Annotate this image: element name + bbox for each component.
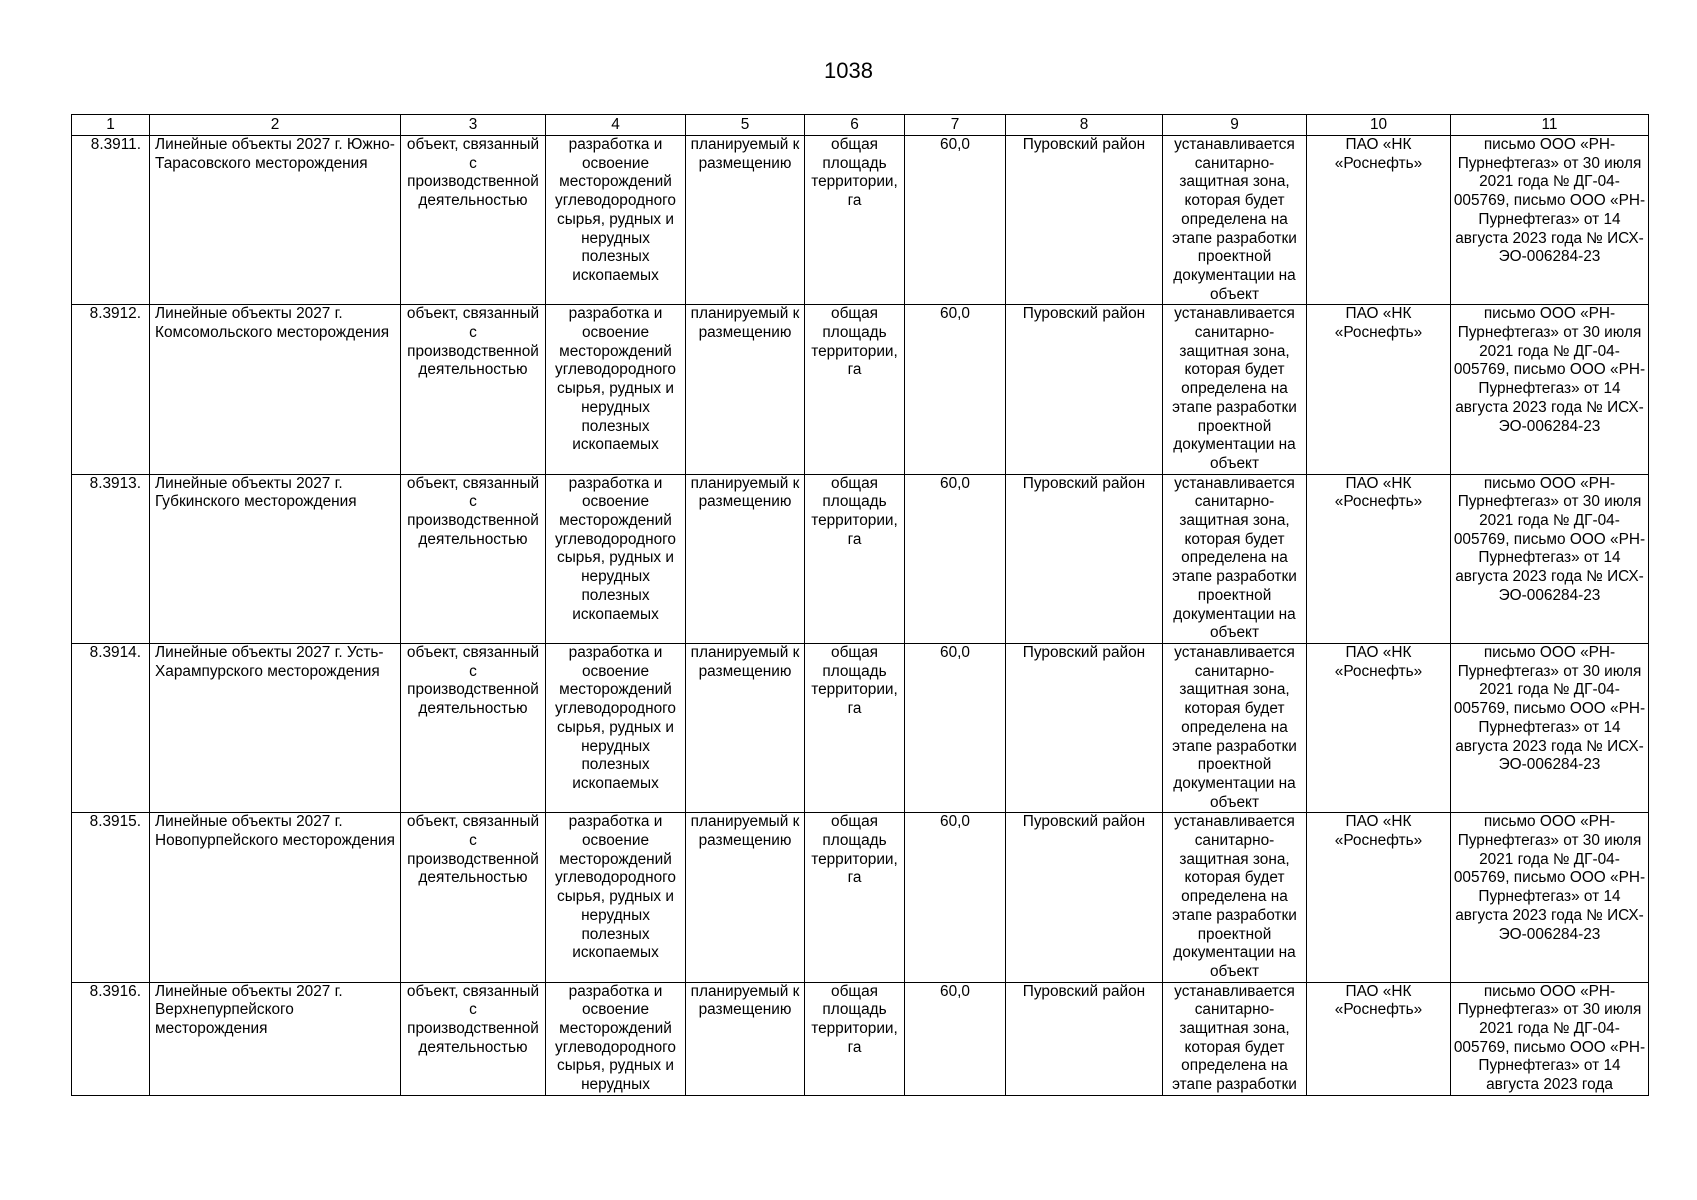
object-parameter: общая площадь территории, га (805, 982, 905, 1095)
column-header: 10 (1307, 115, 1451, 136)
source-document: письмо ООО «РН-Пурнефтегаз» от 30 июля 2021 года № ДГ-04-005769, письмо ООО «РН-Пурнефтегаз» от 14 августа 2023 года № ИСХ-ЭО-006284-23 (1451, 305, 1649, 474)
object-parameter: общая площадь территории, га (805, 136, 905, 305)
protection-zone: устанавливается санитарно-защитная зона, которая будет определена на этапе разработки проектной документации на объект (1163, 474, 1307, 643)
object-location: Пуровский район (1006, 136, 1163, 305)
object-parameter: общая площадь территории, га (805, 305, 905, 474)
object-status: планируемый к размещению (686, 136, 805, 305)
table-header (72, 115, 1649, 136)
source-document: письмо ООО «РН-Пурнефтегаз» от 30 июля 2021 года № ДГ-04-005769, письмо ООО «РН-Пурнефтегаз» от 14 августа 2023 года № ИСХ-ЭО-006284-23 (1451, 813, 1649, 982)
protection-zone: устанавливается санитарно-защитная зона, которая будет определена на этапе разработки проектной документации на объект (1163, 136, 1307, 305)
column-header: 7 (905, 115, 1006, 136)
object-owner: ПАО «НК «Роснефть» (1307, 305, 1451, 474)
object-owner: ПАО «НК «Роснефть» (1307, 813, 1451, 982)
object-value: 60,0 (905, 474, 1006, 643)
object-purpose: разработка и освоение месторождений углеводородного сырья, рудных и нерудных полезных ископаемых (546, 136, 686, 305)
object-owner: ПАО «НК «Роснефть» (1307, 982, 1451, 1095)
object-parameter: общая площадь территории, га (805, 643, 905, 812)
protection-zone: устанавливается санитарно-защитная зона, которая будет определена на этапе разработки проектной документации на объект (1163, 813, 1307, 982)
object-name: Линейные объекты 2027 г. Южно-Тарасовского месторождения (150, 136, 401, 305)
column-header: 4 (546, 115, 686, 136)
object-owner: ПАО «НК «Роснефть» (1307, 643, 1451, 812)
row-number: 8.3916. (72, 982, 150, 1095)
object-purpose: разработка и освоение месторождений углеводородного сырья, рудных и нерудных полезных ископаемых (546, 813, 686, 982)
column-header: 11 (1451, 115, 1649, 136)
column-header: 6 (805, 115, 905, 136)
table-row (72, 813, 1649, 982)
object-value: 60,0 (905, 305, 1006, 474)
object-owner: ПАО «НК «Роснефть» (1307, 474, 1451, 643)
object-purpose: разработка и освоение месторождений углеводородного сырья, рудных и нерудных полезных ископаемых (546, 474, 686, 643)
object-purpose: разработка и освоение месторождений углеводородного сырья, рудных и нерудных (546, 982, 686, 1095)
protection-zone: устанавливается санитарно-защитная зона, которая будет определена на этапе разработки проектной документации на объект (1163, 305, 1307, 474)
column-header: 5 (686, 115, 805, 136)
table-row (72, 136, 1649, 305)
table-row (72, 305, 1649, 474)
object-type: объект, связанный с производственной деятельностью (401, 643, 546, 812)
object-parameter: общая площадь территории, га (805, 474, 905, 643)
source-document: письмо ООО «РН-Пурнефтегаз» от 30 июля 2021 года № ДГ-04-005769, письмо ООО «РН-Пурнефтегаз» от 14 августа 2023 года № ИСХ-ЭО-006284-23 (1451, 643, 1649, 812)
object-type: объект, связанный с производственной деятельностью (401, 305, 546, 474)
object-name: Линейные объекты 2027 г. Комсомольского месторождения (150, 305, 401, 474)
row-number: 8.3914. (72, 643, 150, 812)
column-header: 1 (72, 115, 150, 136)
object-name: Линейные объекты 2027 г. Усть-Харампурского месторождения (150, 643, 401, 812)
object-value: 60,0 (905, 643, 1006, 812)
object-location: Пуровский район (1006, 474, 1163, 643)
page-number: 1038 (824, 58, 873, 83)
object-type: объект, связанный с производственной деятельностью (401, 136, 546, 305)
object-status: планируемый к размещению (686, 305, 805, 474)
column-header: 2 (150, 115, 401, 136)
object-value: 60,0 (905, 982, 1006, 1095)
header-row (72, 115, 1649, 136)
object-location: Пуровский район (1006, 813, 1163, 982)
protection-zone: устанавливается санитарно-защитная зона, которая будет определена на этапе разработки проектной документации на объект (1163, 643, 1307, 812)
row-number: 8.3913. (72, 474, 150, 643)
object-location: Пуровский район (1006, 643, 1163, 812)
objects-table (71, 114, 1649, 1096)
object-status: планируемый к размещению (686, 474, 805, 643)
source-document: письмо ООО «РН-Пурнефтегаз» от 30 июля 2021 года № ДГ-04-005769, письмо ООО «РН-Пурнефтегаз» от 14 августа 2023 года № ИСХ-ЭО-006284-23 (1451, 474, 1649, 643)
table-row (72, 474, 1649, 643)
object-value: 60,0 (905, 813, 1006, 982)
object-type: объект, связанный с производственной деятельностью (401, 474, 546, 643)
object-name: Линейные объекты 2027 г. Новопурпейского месторождения (150, 813, 401, 982)
object-status: планируемый к размещению (686, 982, 805, 1095)
row-number: 8.3915. (72, 813, 150, 982)
table-body (72, 136, 1649, 1096)
object-status: планируемый к размещению (686, 643, 805, 812)
source-document: письмо ООО «РН-Пурнефтегаз» от 30 июля 2021 года № ДГ-04-005769, письмо ООО «РН-Пурнефтегаз» от 14 августа 2023 года (1451, 982, 1649, 1095)
object-location: Пуровский район (1006, 305, 1163, 474)
protection-zone: устанавливается санитарно-защитная зона, которая будет определена на этапе разработки (1163, 982, 1307, 1095)
object-type: объект, связанный с производственной деятельностью (401, 982, 546, 1095)
row-number: 8.3911. (72, 136, 150, 305)
object-location: Пуровский район (1006, 982, 1163, 1095)
object-status: планируемый к размещению (686, 813, 805, 982)
object-parameter: общая площадь территории, га (805, 813, 905, 982)
column-header: 3 (401, 115, 546, 136)
object-purpose: разработка и освоение месторождений углеводородного сырья, рудных и нерудных полезных ископаемых (546, 305, 686, 474)
object-purpose: разработка и освоение месторождений углеводородного сырья, рудных и нерудных полезных ископаемых (546, 643, 686, 812)
object-type: объект, связанный с производственной деятельностью (401, 813, 546, 982)
row-number: 8.3912. (72, 305, 150, 474)
object-name: Линейные объекты 2027 г. Губкинского месторождения (150, 474, 401, 643)
object-value: 60,0 (905, 136, 1006, 305)
source-document: письмо ООО «РН-Пурнефтегаз» от 30 июля 2021 года № ДГ-04-005769, письмо ООО «РН-Пурнефтегаз» от 14 августа 2023 года № ИСХ-ЭО-006284-23 (1451, 136, 1649, 305)
column-header: 8 (1006, 115, 1163, 136)
object-name: Линейные объекты 2027 г. Верхнепурпейского месторождения (150, 982, 401, 1095)
table-row (72, 982, 1649, 1095)
column-header: 9 (1163, 115, 1307, 136)
table-row (72, 643, 1649, 812)
object-owner: ПАО «НК «Роснефть» (1307, 136, 1451, 305)
